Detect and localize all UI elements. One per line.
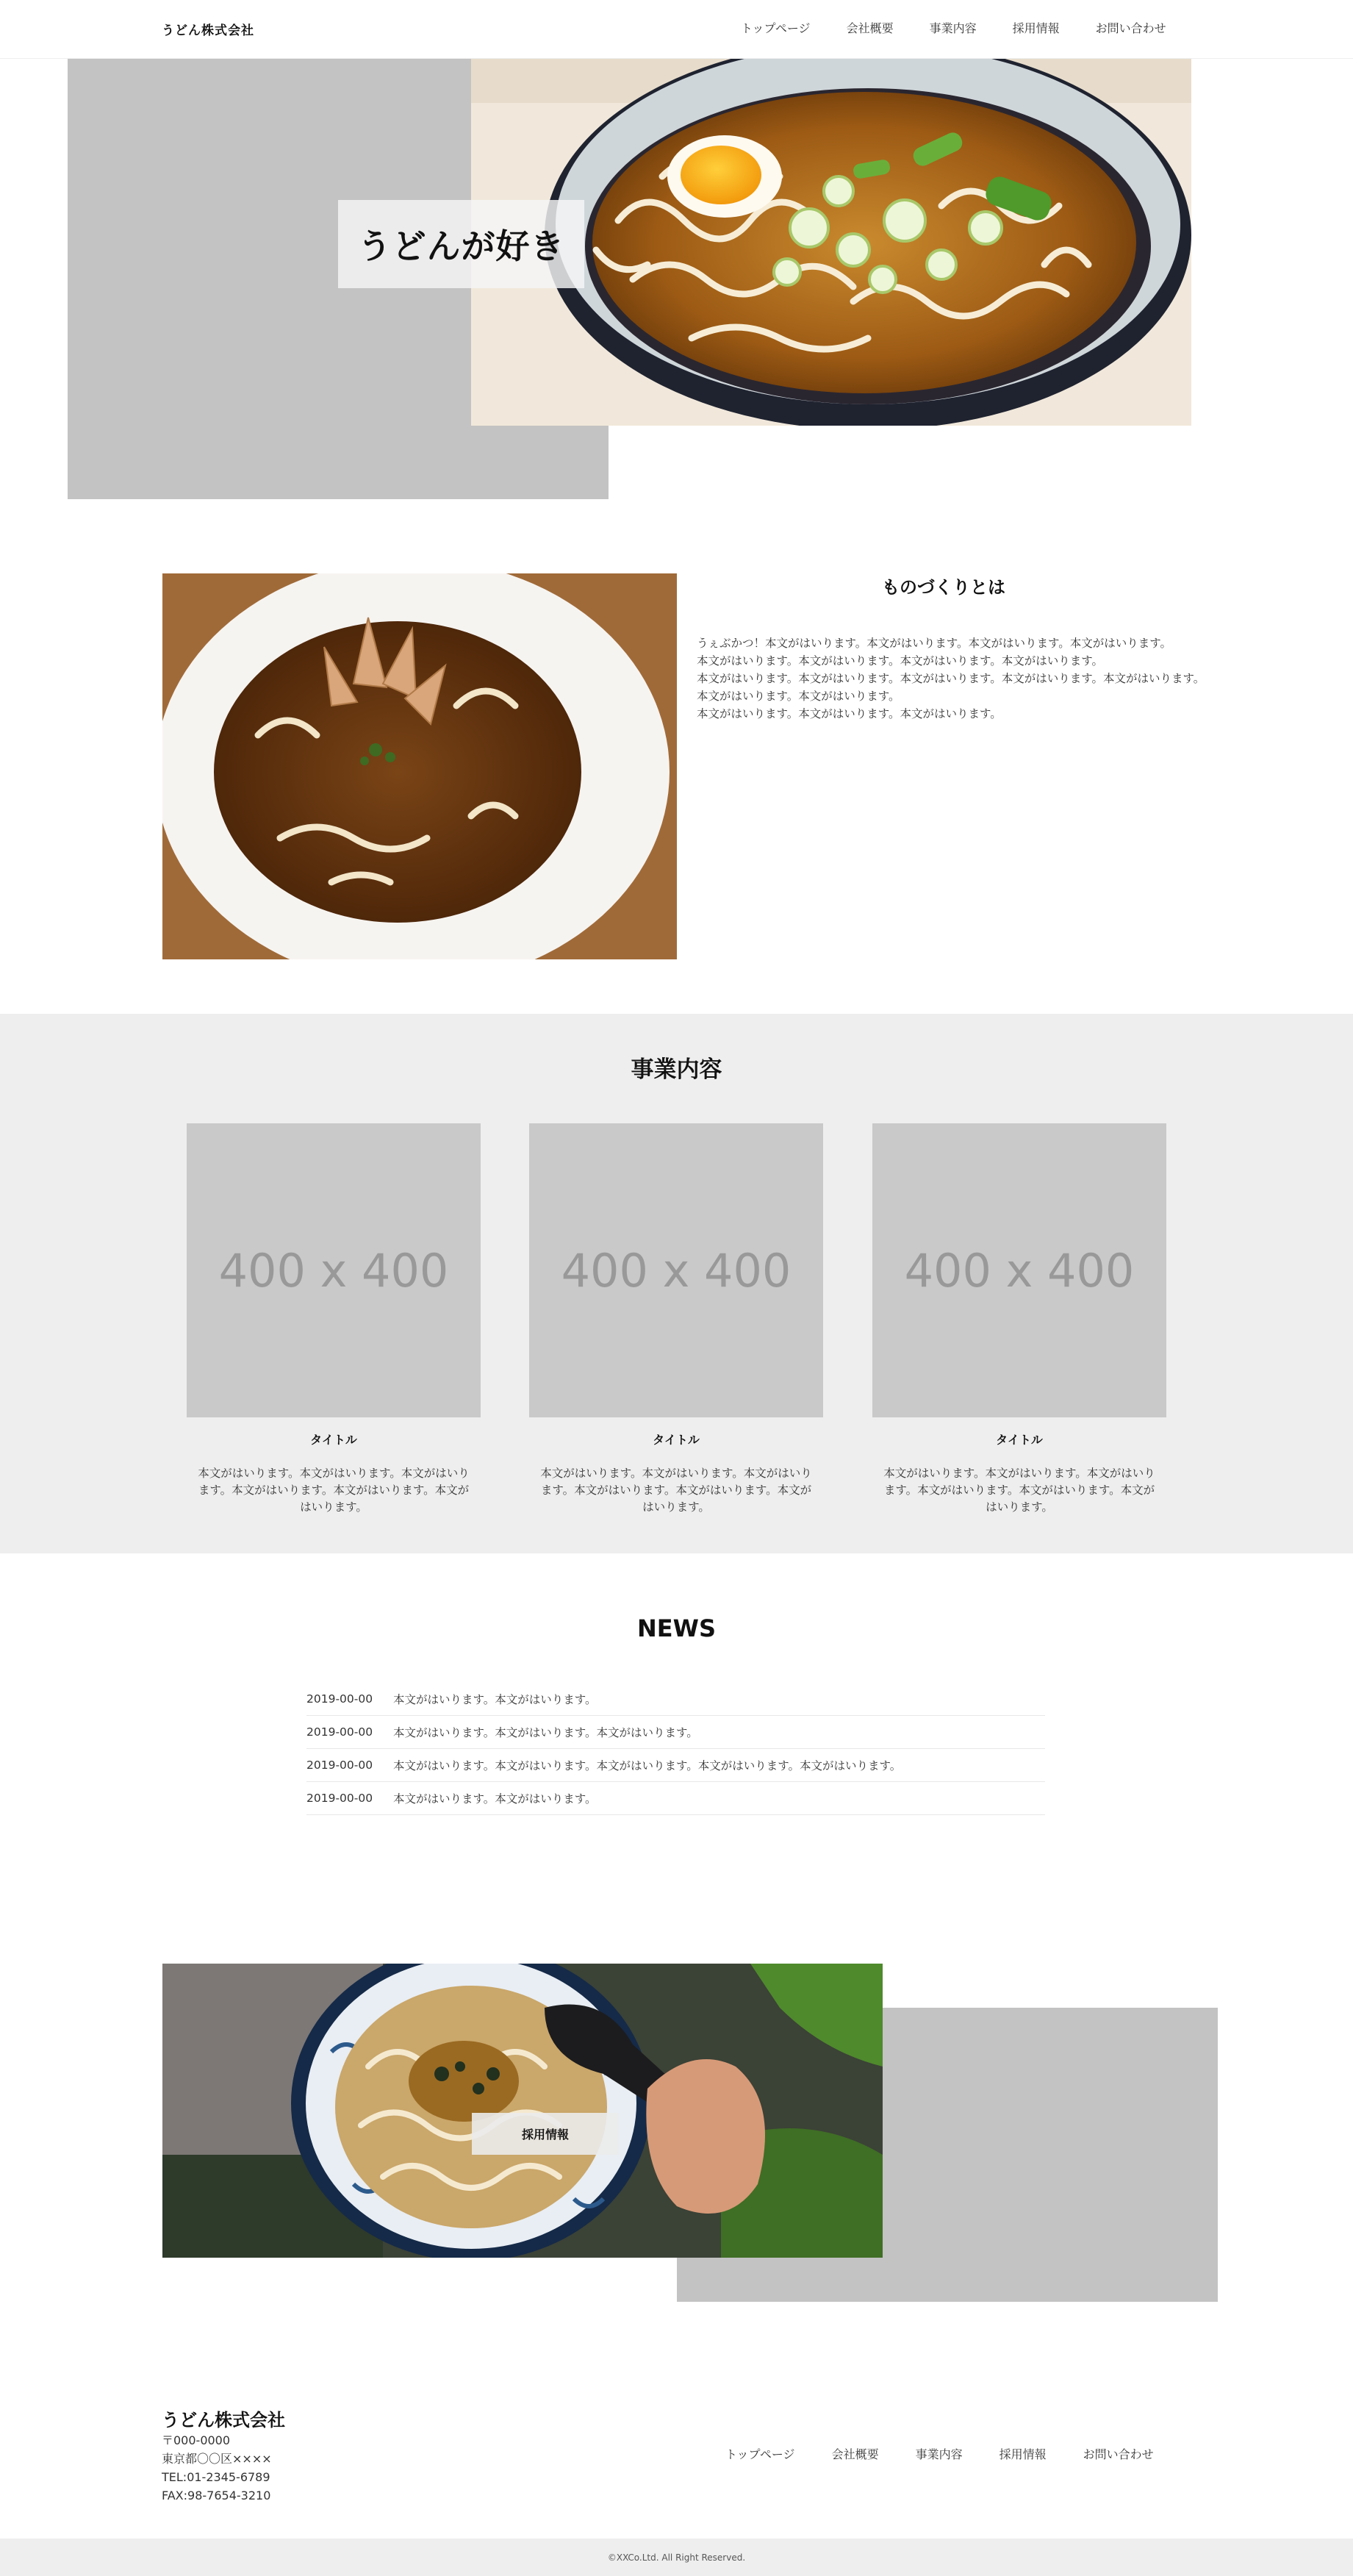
nav-business[interactable]: 事業内容 — [929, 21, 977, 35]
footer-nav-top[interactable]: トップページ — [725, 2447, 795, 2461]
about-curry-udon-photo — [162, 573, 677, 959]
copyright: ©XXCo.Ltd. All Right Reserved. — [0, 2539, 1353, 2576]
card-image-placeholder: 400 x 400 — [187, 1123, 481, 1417]
news-date: 2019-00-00 — [306, 1692, 373, 1706]
footer-contact-info — [162, 2431, 272, 2505]
about-line: うぇぶかつ！本文がはいります。本文がはいります。本文がはいります。本文がはいります。 — [697, 637, 1172, 650]
business-section — [0, 1014, 1353, 1553]
news-date: 2019-00-00 — [306, 1725, 373, 1739]
nav-top[interactable]: トップページ — [741, 21, 811, 35]
recruit-udon-photo — [162, 1964, 883, 2258]
news-item[interactable] — [306, 1749, 1045, 1782]
card-image-placeholder: 400 x 400 — [529, 1123, 823, 1417]
news-text: 本文がはいります。本文がはいります。 — [393, 1693, 597, 1706]
business-heading: 事業内容 — [631, 1056, 722, 1083]
nav-contact[interactable]: お問い合わせ — [1095, 21, 1166, 35]
card-text: 本文がはいります。本文がはいります。本文がはいります。本文がはいります。本文がはいります。本文がはいります。 — [883, 1467, 1155, 1514]
footer-nav-business[interactable]: 事業内容 — [915, 2447, 963, 2461]
about-line: 本文がはいります。本文がはいります。本文がはいります。本文がはいります。 — [697, 654, 1104, 668]
about-body — [697, 634, 1205, 723]
hero-title: うどんが好き — [357, 226, 565, 266]
site-header — [0, 0, 1353, 59]
business-card[interactable] — [529, 1123, 823, 1516]
news-date: 2019-00-00 — [306, 1759, 373, 1772]
news-list — [306, 1683, 1045, 1815]
news-date: 2019-00-00 — [306, 1792, 373, 1805]
nav-recruit[interactable]: 採用情報 — [1012, 21, 1060, 35]
about-line: 本文がはいります。本文がはいります。本文がはいります。 — [697, 707, 1002, 720]
nav-company[interactable]: 会社概要 — [846, 21, 894, 35]
about-line: 本文がはいります。本文がはいります。 — [697, 690, 900, 703]
card-title: タイトル — [310, 1433, 357, 1447]
header-nav — [741, 19, 1166, 36]
footer-address: 東京都〇〇区×××× — [162, 2452, 272, 2466]
news-text: 本文がはいります。本文がはいります。 — [393, 1792, 597, 1806]
card-image-placeholder: 400 x 400 — [872, 1123, 1166, 1417]
footer-nav-recruit[interactable]: 採用情報 — [999, 2447, 1047, 2461]
about-line: 本文がはいります。本文がはいります。本文がはいります。本文がはいります。本文がはいります。 — [697, 672, 1205, 685]
card-title: タイトル — [996, 1433, 1043, 1447]
footer-fax: FAX:98-7654-3210 — [162, 2489, 271, 2502]
news-item[interactable] — [306, 1782, 1045, 1815]
card-title: タイトル — [653, 1433, 700, 1447]
recruit-button[interactable]: 採用情報 — [472, 2113, 619, 2155]
news-text: 本文がはいります。本文がはいります。本文がはいります。本文がはいります。本文がはいります。 — [393, 1759, 902, 1772]
news-text: 本文がはいります。本文がはいります。本文がはいります。 — [393, 1726, 698, 1739]
news-item[interactable] — [306, 1683, 1045, 1716]
card-text: 本文がはいります。本文がはいります。本文がはいります。本文がはいります。本文がはいります。本文がはいります。 — [198, 1467, 470, 1514]
business-card[interactable] — [872, 1123, 1166, 1516]
site-logo[interactable]: うどん株式会社 — [162, 24, 254, 38]
news-item[interactable] — [306, 1716, 1045, 1749]
news-heading: NEWS — [637, 1614, 716, 1642]
footer-tel: TEL:01-2345-6789 — [162, 2470, 270, 2484]
footer-nav-company[interactable]: 会社概要 — [831, 2447, 879, 2461]
card-text: 本文がはいります。本文がはいります。本文がはいります。本文がはいります。本文がはいります。本文がはいります。 — [540, 1467, 812, 1514]
footer-nav-contact[interactable]: お問い合わせ — [1083, 2447, 1154, 2461]
footer-nav — [725, 2445, 1154, 2462]
about-heading: ものづくりとは — [882, 577, 1005, 598]
footer-postal: 〒000-0000 — [162, 2433, 231, 2447]
business-card[interactable] — [187, 1123, 481, 1516]
footer-company-name: うどん株式会社 — [162, 2410, 285, 2430]
hero-title-box — [338, 200, 584, 288]
